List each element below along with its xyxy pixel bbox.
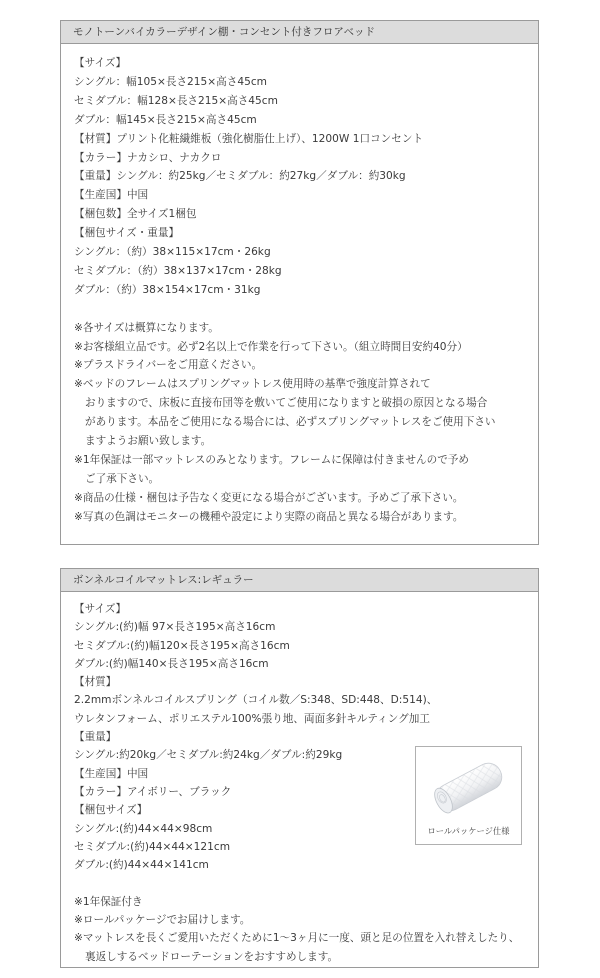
note-line: ※ロールパッケージでお届けします。 bbox=[74, 914, 251, 927]
spec-line: 【サイズ】 bbox=[74, 57, 127, 69]
note-line: ※マットレスを長くご愛用いただくために1〜3ヶ月に一度、頭と足の位置を入れ替えしたり、 bbox=[74, 932, 520, 945]
spec-line: セミダブル：（約）38×137×17cm・28kg bbox=[74, 264, 282, 277]
floor-bed-spec-body bbox=[61, 44, 538, 527]
note-line: ※各サイズは概算になります。 bbox=[74, 321, 219, 334]
spec-line: ダブル:(約)幅140×長さ195×高さ16cm bbox=[74, 657, 269, 670]
note-line: ※ベッドのフレームはスプリングマットレス使用時の基準で強度計算されて bbox=[74, 378, 431, 391]
note-line: があります。本品をご使用になる場合には、必ずスプリングマットレスをご使用下さい bbox=[85, 416, 496, 429]
spec-line: ダブル:(約)44×44×141cm bbox=[74, 859, 209, 872]
floor-bed-spec-list bbox=[74, 54, 538, 300]
rolled-mattress-image bbox=[416, 747, 521, 822]
spec-line: 【生産国】中国 bbox=[74, 189, 149, 202]
note-line: 裏返しするベッドローテーションをおすすめします。 bbox=[85, 950, 339, 963]
mattress-spec-title: ボンネルコイルマットレス:レギュラー bbox=[61, 569, 538, 592]
spacer bbox=[74, 300, 538, 319]
spec-line: シングル：幅105×長さ215×高さ45cm bbox=[74, 75, 267, 88]
spec-line: 【材質】 bbox=[74, 676, 117, 689]
spec-line: 【梱包数】全サイズ1梱包 bbox=[74, 208, 197, 221]
spec-line: シングル:(約)幅 97×長さ195×高さ16cm bbox=[74, 621, 276, 634]
note-line: ※商品の仕様・梱包は予告なく変更になる場合がございます。予めご了承下さい。 bbox=[74, 491, 464, 504]
spec-line: シングル：（約）38×115×17cm・26kg bbox=[74, 246, 271, 259]
note-line: ※1年保証付き bbox=[74, 895, 143, 908]
mattress-spec-box bbox=[60, 568, 539, 968]
spec-line: 2.2mmボンネルコイルスプリング（コイル数／S:348、SD:448、D:514)、 bbox=[74, 694, 438, 707]
roll-package-figure bbox=[415, 746, 522, 845]
spec-line: 【重量】 bbox=[74, 731, 117, 744]
spec-line: セミダブル:(約)44×44×121cm bbox=[74, 840, 231, 853]
spec-line: セミダブル：幅128×長さ215×高さ45cm bbox=[74, 94, 278, 107]
spec-line: 【梱包サイズ】 bbox=[74, 804, 148, 817]
note-line: おりますので、床板に直接布団等を敷いてご使用になりますと破損の原因となる場合 bbox=[85, 397, 488, 410]
spec-line: 【生産国】中国 bbox=[74, 767, 149, 780]
note-line: ご了承下さい。 bbox=[85, 472, 160, 485]
spacer bbox=[74, 874, 538, 892]
spec-line: 【カラー】アイボリー、ブラック bbox=[74, 785, 232, 798]
note-line: ※写真の色調はモニターの機種や設定により実際の商品と異なる場合があります。 bbox=[74, 510, 464, 523]
floor-bed-notes-list bbox=[74, 319, 538, 527]
floor-bed-spec-title: モノトーンバイカラーデザイン棚・コンセント付きフロアベッド bbox=[61, 21, 538, 44]
spec-line: セミダブル:(約)幅120×長さ195×高さ16cm bbox=[74, 639, 290, 652]
spec-line: シングル:(約)44×44×98cm bbox=[74, 822, 213, 835]
spec-line: ウレタンフォーム、ポリエステル100%張り地、両面多針キルティング加工 bbox=[74, 712, 430, 725]
note-line: ※プラスドライバーをご用意ください。 bbox=[74, 359, 263, 372]
spec-line: ダブル：（約）38×154×17cm・31kg bbox=[74, 283, 261, 296]
note-line: ますようお願い致します。 bbox=[85, 435, 212, 448]
spec-line: 【重量】シングル：約25kg／セミダブル：約27kg／ダブル：約30kg bbox=[74, 170, 406, 183]
mattress-notes-list bbox=[74, 893, 538, 966]
note-line: ※お客様組立品です。必ず2名以上で作業を行って下さい。（組立時間目安約40分） bbox=[74, 340, 468, 353]
spec-line: シングル:約20kg／セミダブル:約24kg／ダブル:約29kg bbox=[74, 749, 343, 762]
roll-package-caption: ロールパッケージ仕様 bbox=[427, 826, 510, 836]
spec-line: 【カラー】ナカシロ、ナカクロ bbox=[74, 151, 222, 164]
spec-line: 【材質】プリント化粧繊維板（強化樹脂仕上げ）、1200W 1口コンセント bbox=[74, 132, 424, 145]
spec-line: 【梱包サイズ・重量】 bbox=[74, 227, 180, 240]
note-line: ※1年保証は一部マットレスのみとなります。フレームに保障は付きませんので予め bbox=[74, 454, 469, 467]
spec-line: ダブル：幅145×長さ215×高さ45cm bbox=[74, 113, 257, 126]
spec-line: 【サイズ】 bbox=[74, 603, 127, 615]
floor-bed-spec-box bbox=[60, 20, 539, 545]
